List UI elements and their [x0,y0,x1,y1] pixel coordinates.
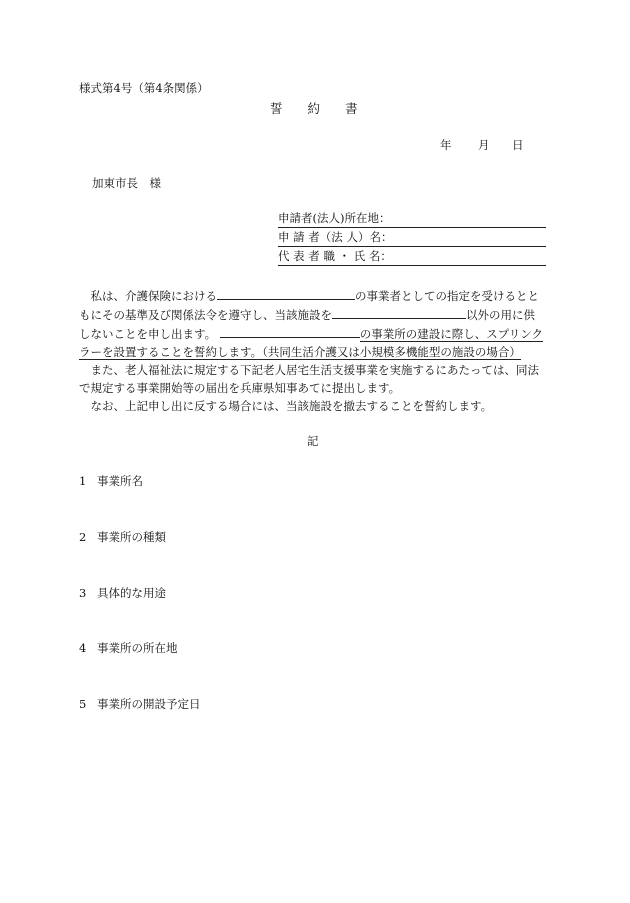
item-number: 2 [79,530,87,544]
list-item [79,473,143,489]
facility-use-blank[interactable] [332,305,466,319]
form-number: 様式第4号（第4条関係） [79,81,209,95]
body-text: なお、上記申し出に反する場合には、当該施設を撤去することを誓約します。 [90,399,493,413]
applicant-name-label: 申 請 者（法 人）名： [278,230,393,244]
representative-field[interactable] [278,248,546,266]
item-label: 事業所の所在地 [97,641,178,655]
body-text: しないことを申し出ます。 [79,327,217,341]
list-item [79,696,201,712]
item-label: 事業所の開設予定日 [97,697,201,711]
item-label: 具体的な用途 [97,586,166,600]
list-item [79,640,178,656]
list-item [79,529,166,545]
body-line-4 [79,343,549,361]
date-day: 日 [512,138,524,152]
body-text: で規定する事業開始等の届出を兵庫県知事あてに提出します。 [79,381,401,395]
body-text: また、老人福祉法に規定する下記老人居宅生活支援事業を実施するにあたっては、同法 [90,363,539,377]
body-text: もにその基準及び関係法令を遵守し、当該施設を [79,308,332,322]
item-label: 事業所の種類 [97,530,166,544]
item-number: 4 [79,641,87,655]
applicant-address-label: 申請者(法人)所在地： [278,211,391,225]
item-number: 3 [79,586,87,600]
sprinkler-text: ラーを設置することを誓約します。（共同生活介護又は小規模多機能型の施設の場合） [79,345,521,359]
body-text: の事業者としての指定を受けるとと [355,289,539,303]
document-title: 誓 約 書 [270,101,358,116]
date-month: 月 [478,138,490,152]
pledge-body [79,286,549,415]
body-line-5 [79,361,549,379]
body-line-3 [79,324,549,343]
item-number: 5 [79,697,87,711]
list-item [79,585,166,601]
service-type-blank[interactable] [217,286,355,300]
body-text: 私は、介護保険における [90,289,217,303]
representative-label: 代 表 者 職 ・ 氏 名： [278,249,392,263]
sprinkler-text: の事業所の建設に際し、スプリンク [359,327,544,341]
body-line-1 [79,286,549,305]
addressee: 加東市長 様 [92,176,161,190]
body-line-2 [79,305,549,324]
applicant-address-field[interactable] [278,210,546,228]
ki-heading: 記 [307,434,319,448]
body-text: 以外の用に供 [466,308,535,322]
item-label: 事業所名 [97,474,143,488]
date-year: 年 [440,138,452,152]
body-line-6 [79,379,549,397]
applicant-name-field[interactable] [278,229,546,247]
item-number: 1 [79,474,87,488]
facility-name-blank[interactable] [220,324,360,338]
body-line-7 [79,397,549,415]
